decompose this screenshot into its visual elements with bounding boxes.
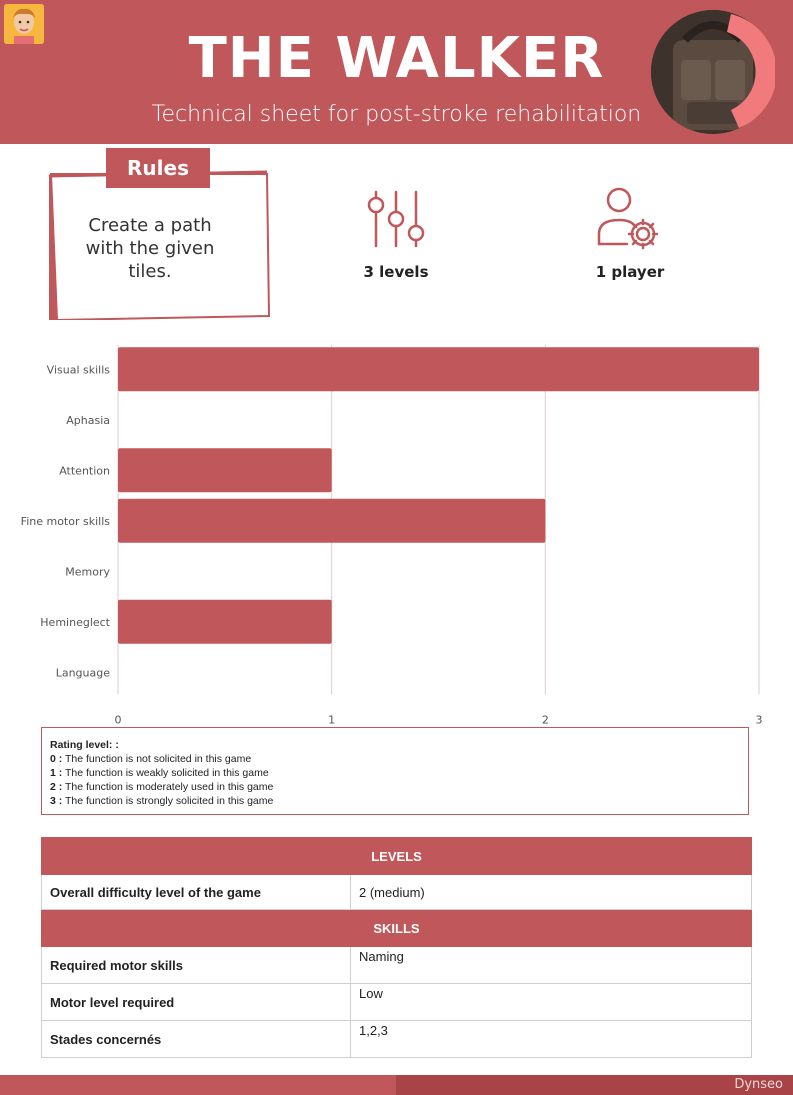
y-category-label: Fine motor skills [20, 514, 110, 528]
table-row [42, 984, 752, 1021]
rules-tag: Rules [106, 148, 210, 188]
x-tick-label: 2 [541, 713, 549, 725]
brand-logo: Dynseo [734, 1077, 783, 1092]
row-value: 1,2,3 [351, 1021, 752, 1058]
x-tick-label: 1 [328, 713, 336, 725]
x-tick-label: 3 [755, 713, 763, 725]
table-row [42, 875, 752, 910]
bar [118, 499, 545, 543]
bar [118, 448, 332, 492]
table-row [42, 1021, 752, 1058]
page-subtitle: Technical sheet for post-stroke rehabilitation [151, 102, 642, 127]
difficulty-label: Overall difficulty level of the game [42, 875, 351, 910]
row-label: Stades concernés [42, 1021, 351, 1058]
players-label: 1 player [595, 263, 665, 281]
bar [118, 347, 759, 391]
levels-header: LEVELS [42, 838, 752, 875]
y-category-label: Language [55, 666, 110, 680]
row-value: Low [351, 984, 752, 1021]
rating-legend [41, 727, 749, 815]
row-label: Required motor skills [42, 947, 351, 984]
levels-header-row [42, 838, 752, 875]
legend-item: 0 : The function is not solicited in this game [50, 753, 252, 765]
legend-item: 2 : The function is moderately used in this game [50, 781, 274, 793]
game-info-table [41, 837, 752, 1058]
sliders-icon [363, 188, 429, 250]
x-tick-label: 0 [114, 713, 122, 725]
footer-bar-left [0, 1075, 396, 1095]
legend-heading: Rating level: : [50, 739, 119, 751]
bar [118, 600, 332, 644]
page-title: THE WALKER [188, 26, 605, 91]
y-category-label: Hemineglect [40, 615, 110, 629]
skills-header-row [42, 910, 752, 947]
photo-accent-arc [651, 10, 775, 134]
difficulty-value: 2 (medium) [351, 875, 752, 910]
table-row [42, 947, 752, 984]
skills-bar-chart [0, 335, 793, 725]
skills-header: SKILLS [42, 910, 752, 947]
y-category-label: Attention [59, 464, 110, 478]
rules-text: Create a path with the given tiles. [85, 215, 215, 282]
legend-item: 1 : The function is weakly solicited in this game [50, 767, 269, 779]
row-value: Naming [351, 947, 752, 984]
y-category-label: Memory [65, 565, 110, 579]
user-gear-icon [595, 186, 663, 250]
legend-item: 3 : The function is strongly solicited in this game [50, 795, 274, 807]
row-label: Motor level required [42, 984, 351, 1021]
y-category-label: Visual skills [46, 363, 110, 377]
levels-label: 3 levels [363, 263, 429, 281]
y-category-label: Aphasia [66, 413, 110, 427]
